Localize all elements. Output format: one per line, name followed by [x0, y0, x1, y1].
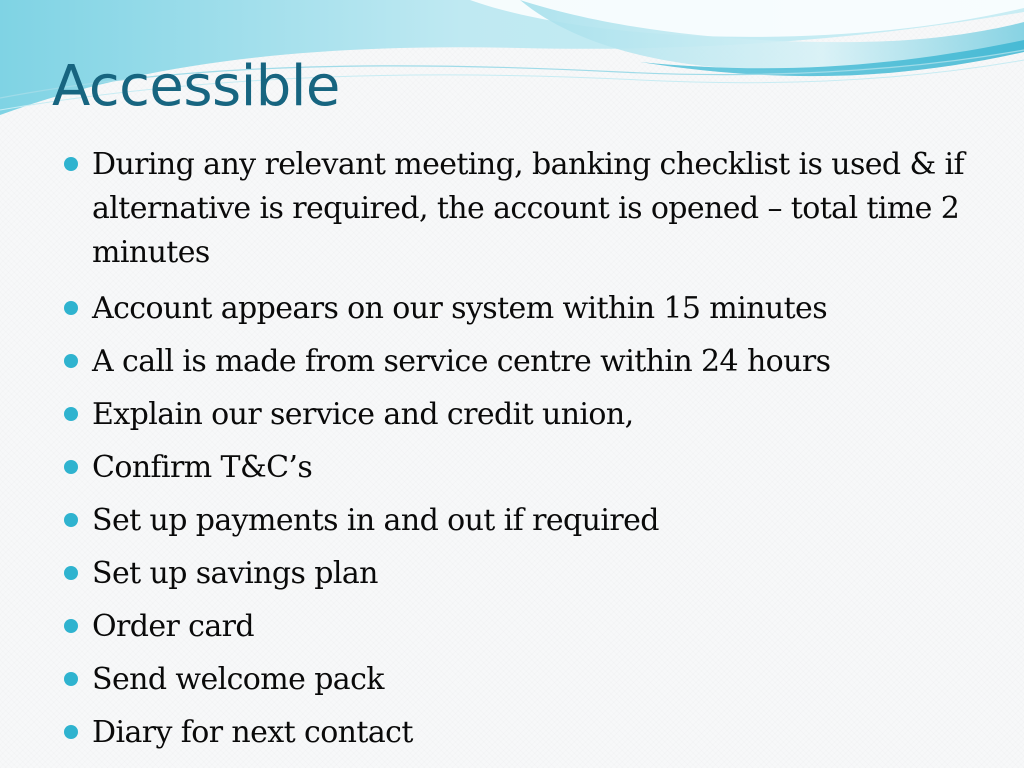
- bullet-dot-icon: [64, 513, 78, 527]
- bullet-item: [64, 340, 964, 384]
- bullet-text: A call is made from service centre within 24 hours: [92, 344, 831, 379]
- bullet-list: [64, 143, 964, 764]
- bullet-dot-icon: [64, 566, 78, 580]
- bullet-text: Confirm T&C’s: [92, 450, 313, 485]
- bullet-item: [64, 499, 964, 543]
- bullet-dot-icon: [64, 157, 78, 171]
- bullet-text: Send welcome pack: [92, 662, 384, 697]
- bullet-item: [64, 605, 964, 649]
- bullet-item: [64, 552, 964, 596]
- bullet-text: Order card: [92, 609, 255, 644]
- bullet-dot-icon: [64, 301, 78, 315]
- bullet-item: [64, 658, 964, 702]
- bullet-item: [64, 143, 964, 275]
- bullet-dot-icon: [64, 672, 78, 686]
- bullet-text: Explain our service and credit union,: [92, 397, 634, 432]
- bullet-dot-icon: [64, 354, 78, 368]
- bullet-text: Set up payments in and out if required: [92, 503, 659, 538]
- bullet-item: [64, 446, 964, 490]
- bullet-item: [64, 287, 964, 331]
- bullet-dot-icon: [64, 460, 78, 474]
- bullet-text: During any relevant meeting, banking checklist is used & if alternative is required, the account is opened – total time 2 minutes: [92, 147, 965, 270]
- bullet-dot-icon: [64, 407, 78, 421]
- slide-title: Accessible: [52, 54, 340, 119]
- bullet-text: Set up savings plan: [92, 556, 378, 591]
- bullet-dot-icon: [64, 619, 78, 633]
- bullet-dot-icon: [64, 725, 78, 739]
- bullet-text: Account appears on our system within 15 minutes: [92, 291, 827, 326]
- bullet-text: Diary for next contact: [92, 715, 413, 750]
- bullet-item: [64, 711, 964, 755]
- bullet-item: [64, 393, 964, 437]
